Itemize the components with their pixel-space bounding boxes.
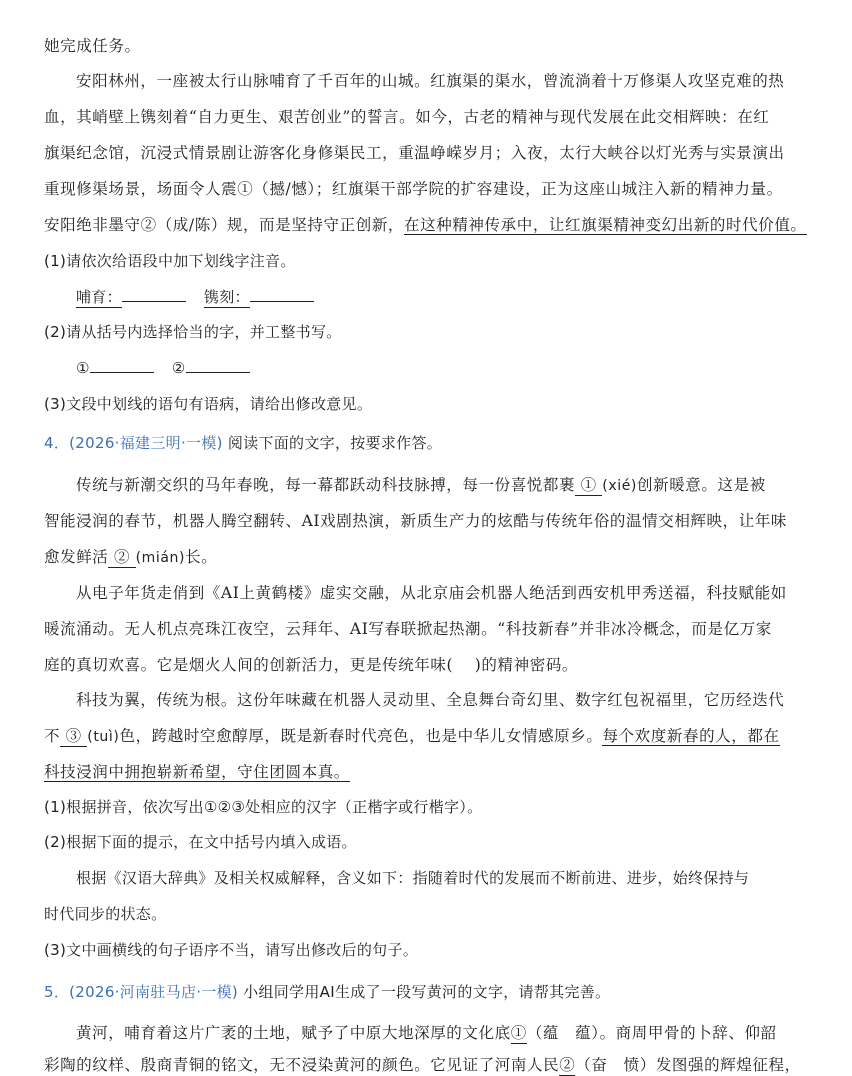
- question-3: (3)文段中划线的语句有语病，请给出修改意见。: [44, 395, 373, 413]
- underlined-sentence-start: 每个欢度新春的人，都在: [602, 727, 780, 745]
- underlined-sentence-end: 科技浸润中拥抱崭新希望，守住团圆本真。: [44, 763, 350, 781]
- pronunciation-blanks: [76, 287, 314, 307]
- item-4-p3-line-3: [44, 762, 350, 782]
- answer-blank-1[interactable]: [90, 358, 154, 373]
- item-4-hint-line-2: 时代同步的状态。: [44, 905, 167, 923]
- pinyin-1: (xié): [602, 478, 637, 494]
- paragraph-end: 她完成任务。: [44, 37, 141, 55]
- text-run: 不: [44, 727, 61, 745]
- anyang-line-5: [44, 215, 807, 235]
- pron-label-a: 哺育：: [76, 288, 122, 306]
- item-5-instruction: 小组同学用AI生成了一段写黄河的文字，请帮其完善。: [243, 983, 611, 1001]
- answer-blank-a[interactable]: [122, 287, 186, 302]
- text-run: 彩陶的纹样、殷商青铜的铭文，无不浸染黄河的颜色。它见证了河南人民: [44, 1056, 560, 1074]
- anyang-line-4: 重现修渠场景，场面令人震①（撼/憾）；红旗渠干部学院的扩容建设，正为这座山城注入新的精神力量。: [44, 180, 783, 198]
- pinyin-3: (tuì): [87, 729, 120, 745]
- blank-marker-3: [60, 727, 87, 747]
- text-run: （蕴 蕴）。商周甲骨的卜辞、仰韶: [526, 1024, 777, 1042]
- answer-blank-b[interactable]: [250, 287, 314, 302]
- item-5-number: 5．: [44, 983, 70, 1001]
- item-5-line-2: [44, 1055, 801, 1075]
- item-4-instruction: 阅读下面的文字，按要求作答。: [227, 434, 443, 452]
- item-4-number: 4．: [44, 434, 70, 452]
- text-run: 色，跨越时空愈醇厚，既是新春时代亮色，也是中华儿女情感原乡。: [119, 727, 603, 745]
- fill-blanks: [76, 358, 250, 378]
- marker-2: ②: [113, 548, 131, 566]
- item-5-marker-1: ①: [510, 1024, 527, 1042]
- pinyin-2: (mián): [135, 550, 186, 566]
- text-run: （奋 愤）发图强的辉煌征程，: [575, 1056, 801, 1074]
- blank-marker-2: [108, 548, 135, 568]
- item-5-line-1: [76, 1023, 777, 1043]
- text-run: 传统与新潮交织的马年春晚，每一幕都跃动科技脉搏，每一份喜悦都裹: [76, 476, 576, 494]
- underlined-sentence: 在这种精神传承中，让红旗渠精神变幻出新的时代价值。: [404, 216, 807, 234]
- item-4-p1-line-3: [44, 547, 217, 568]
- item-5-heading: [44, 982, 610, 1002]
- text-run: 黄河，哺育着这片广袤的土地，赋予了中原大地深厚的文化底: [76, 1024, 511, 1042]
- item-4-p2-line-1: 从电子年货走俏到《AI上黄鹤楼》虚实交融，从北京庙会机器人绝活到西安机甲秀送福，科技赋能如: [76, 584, 787, 602]
- anyang-line-2: 血，其峭壁上镌刻着“自力更生、艰苦创业”的誓言。如今，古老的精神与现代发展在此交相辉映：在红: [44, 108, 770, 126]
- question-2: (2)请从括号内选择恰当的字，并工整书写。: [44, 323, 342, 341]
- circle-2-label: ②: [171, 359, 186, 377]
- anyang-line-3: 旗渠纪念馆，沉浸式情景剧让游客化身修渠民工，重温峥嵘岁月；入夜，太行大峡谷以灯光秀与实景演出: [44, 144, 785, 162]
- item-4-p3-line-1: 科技为翼，传统为根。这份年味藏在机器人灵动里、全息舞台奇幻里、数字红包祝福里，它历经迭代: [76, 691, 785, 709]
- marker-3: ③: [65, 727, 82, 745]
- marker-1: ①: [580, 476, 597, 494]
- text-run: 长。: [185, 548, 218, 566]
- anyang-line-1: 安阳林州，一座被太行山脉哺育了千百年的山城。红旗渠的渠水，曾流淌着十万修渠人攻坚克难的热: [76, 72, 785, 90]
- question-1: (1)请依次给语段中加下划线字注音。: [44, 252, 296, 270]
- pron-label-b: 镌刻：: [203, 288, 250, 306]
- item-5-source: (2026·河南驻马店·一模): [69, 983, 239, 1001]
- item-5-marker-2: ②: [559, 1056, 576, 1074]
- item-4-question-3: (3)文中画横线的句子语序不当，请写出修改后的句子。: [44, 941, 419, 959]
- item-4-p1-line-2: 智能浸润的春节，机器人腾空翻转、AI戏剧热演，新质生产力的炫酷与传统年俗的温情交相辉映，让年味: [44, 512, 788, 530]
- item-4-source: (2026·福建三明·一模): [69, 434, 223, 452]
- blank-marker-1: [575, 476, 602, 496]
- item-4-hint-line-1: 根据《汉语大辞典》及相关权威解释，含义如下：指随着时代的发展而不断前进、进步，始终保持与: [76, 869, 750, 887]
- item-4-p1-line-1: [76, 475, 766, 496]
- item-4-p3-line-2: [44, 726, 780, 747]
- item-4-question-2: (2)根据下面的提示，在文中括号内填入成语。: [44, 833, 357, 851]
- item-4-p2-line-2: 暖流涌动。无人机点亮珠江夜空，云拜年、AI写春联掀起热潮。“科技新春”并非冰冷概念，而是亿万家: [44, 620, 772, 638]
- circle-1-label: ①: [76, 359, 90, 377]
- item-4-p2-line-3: 庭的真切欢喜。它是烟火人间的创新活力，更是传统年味( )的精神密码。: [44, 656, 579, 674]
- anyang-line-5-text: 安阳绝非墨守②（成/陈）规，而是坚持守正创新，: [44, 216, 405, 234]
- answer-blank-2[interactable]: [186, 358, 250, 373]
- item-4-question-1: (1)根据拼音，依次写出①②③处相应的汉字（正楷字或行楷字）。: [44, 798, 483, 816]
- text-run: 愈发鲜活: [44, 548, 109, 566]
- item-4-heading: [44, 433, 442, 453]
- text-run: 创新暖意。这是被: [637, 476, 766, 494]
